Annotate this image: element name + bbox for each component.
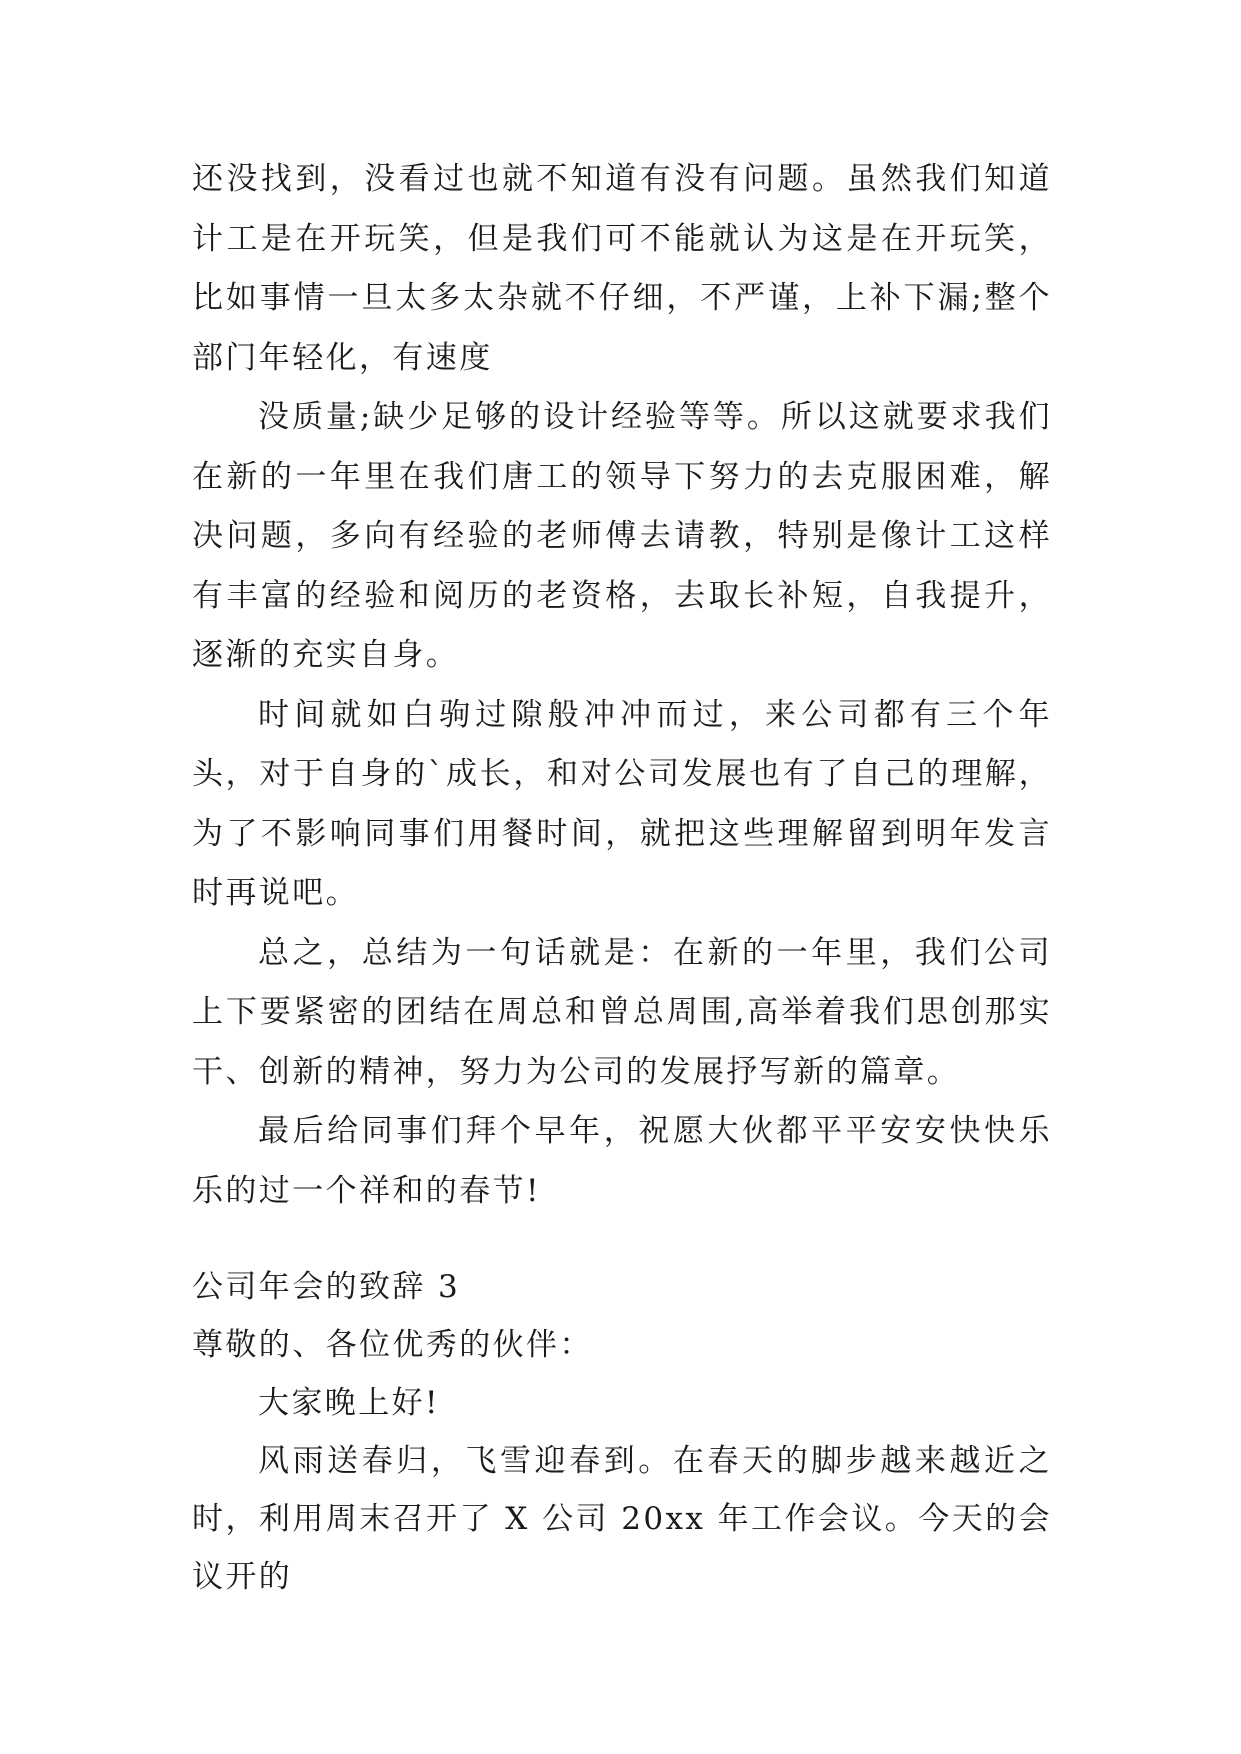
section-title: 公司年会的致辞 3 <box>192 1269 461 1305</box>
paragraph-5: 最后给同事们拜个早年，祝愿大伙都平平安安快快乐乐的过一个祥和的春节! <box>192 1113 1052 1209</box>
paragraph-2: 没质量;缺少足够的设计经验等等。所以这就要求我们在新的一年里在我们唐工的领导下努力的去克服困难，解决问题，多向有经验的老师傅去请教，特别是像计工这样有丰富的经验和阅历的老资格，去取长补短，自我提升，逐渐的充实自身。 <box>192 399 1052 673</box>
speech-section-3 <box>192 1258 1052 1606</box>
greeting: 大家晚上好! <box>258 1385 440 1421</box>
paragraph-3: 时间就如白驹过隙般冲冲而过，来公司都有三个年头，对于自身的`成长，和对公司发展也有了自己的理解，为了不影响同事们用餐时间，就把这些理解留到明年发言时再说吧。 <box>192 696 1052 911</box>
paragraph-4: 总之，总结为一句话就是：在新的一年里，我们公司上下要紧密的团结在周总和曾总周围,高举着我们思创那实干、创新的精神，努力为公司的发展抒写新的篇章。 <box>192 934 1052 1090</box>
section-body: 风雨送春归，飞雪迎春到。在春天的脚步越来越近之时，利用周末召开了 X 公司 20xx 年工作会议。今天的会议开的 <box>192 1443 1052 1595</box>
salutation: 尊敬的、各位优秀的伙伴： <box>192 1327 593 1363</box>
paragraph-1: 还没找到，没看过也就不知道有没有问题。虽然我们知道计工是在开玩笑，但是我们可不能就认为这是在开玩笑，比如事情一旦太多太杂就不仔细，不严谨，上补下漏;整个部门年轻化，有速度 <box>192 161 1052 376</box>
continuation-text <box>192 150 1052 1221</box>
